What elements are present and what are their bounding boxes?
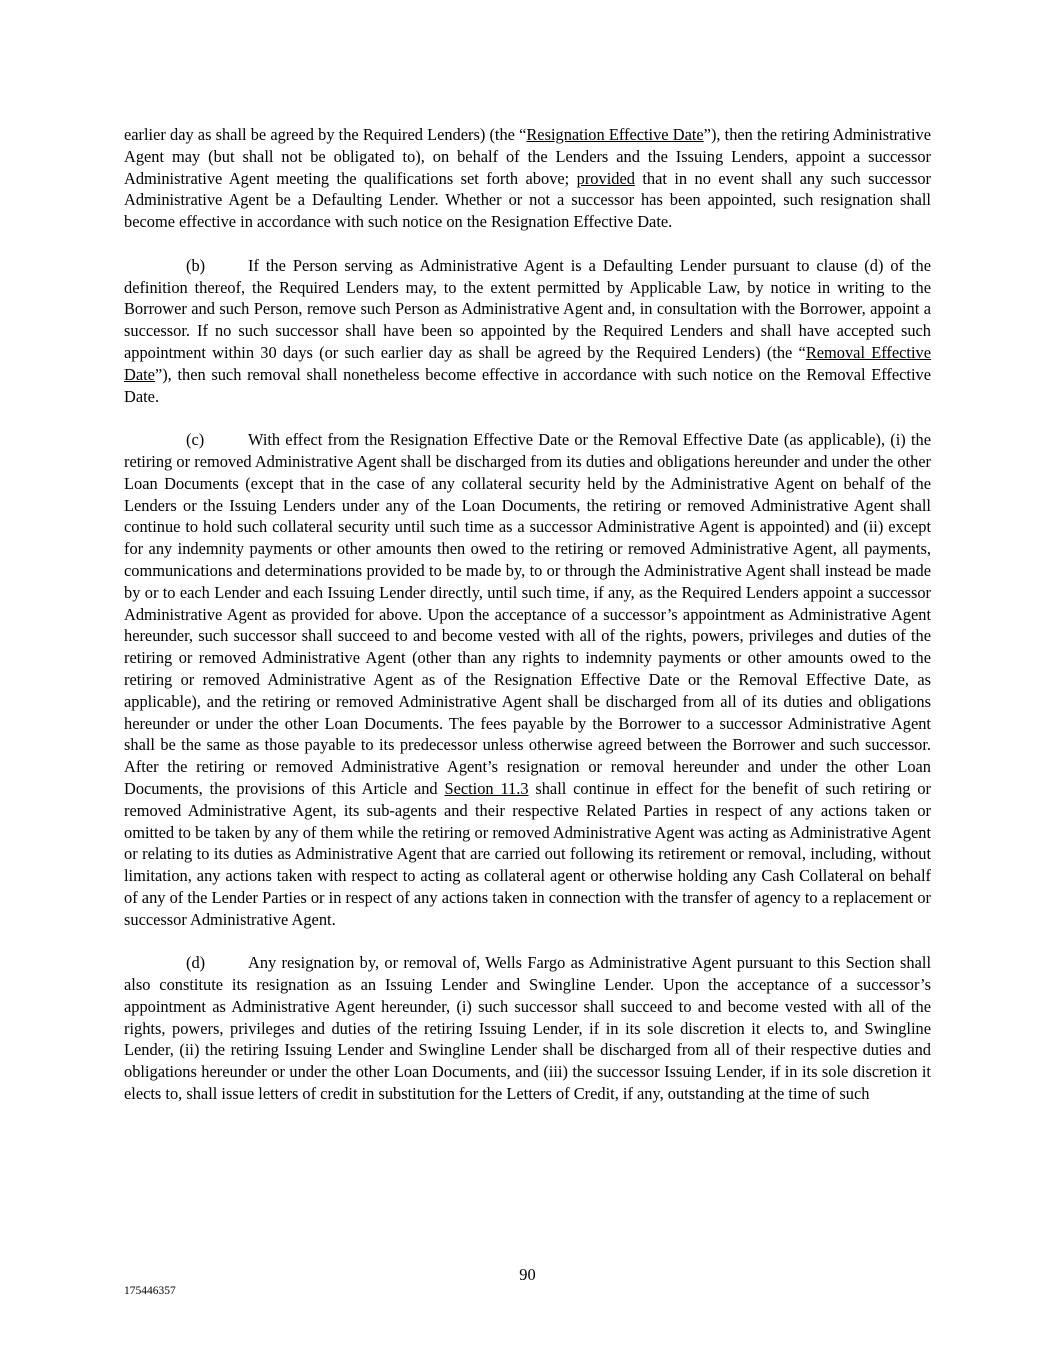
proviso-term-provided: provided [576,168,635,188]
document-id: 175446357 [124,1285,176,1297]
paragraph-c-label: (c) [186,430,205,450]
defined-term-removal-effective-date: Removal Effective Date [124,342,931,384]
paragraph-b-text-1: If the Person serving as Administrative Agent is a Defaulting Lender pursuant to clause (d) of the definition thereof, the Required Lenders may, to the extent permitted by Applicable Law, by notice in writing to the Borrower and such Person, remove such Person as Administrative Agent and, in consultation with the Borrower, appoint a successor. If no such successor shall have been so appointed by the Required Lenders and shall have accepted such appointment within 30 days (or such earlier day as shall be agreed by the Required Lenders) (the “ [124,255,931,362]
paragraph-a-text-2: ”), then the retiring Administrative Agent may (but shall not be obligated to), on behalf of the Lenders and the Issuing Lenders, appoint a successor Administrative Agent meeting the qualifications set forth above; [124,125,931,188]
paragraph-d [124,952,931,1105]
paragraph-b [124,255,931,408]
defined-term-resignation-effective-date: Resignation Effective Date [526,125,704,144]
paragraph-d-text-1: Any resignation by, or removal of, Wells Fargo as Administrative Agent pursuant to this Section shall also constitute its resignation as an Issuing Lender and Swingline Lender. Upon the acceptance of a successor’s appointment as Administrative Agent hereunder, (i) such successor shall succeed to and become vested with all of the rights, powers, privileges and duties of the retiring Issuing Lender, if in its sole discretion it elects to, and Swingline Lender, (ii) the retiring Issuing Lender and Swingline Lender shall be discharged from all of their respective duties and obligations hereunder or under the other Loan Documents, and (iii) the successor Issuing Lender, if in its sole discretion it elects to, shall issue letters of credit in substitution for the Letters of Credit, if any, outstanding at the time of such [124,953,931,1104]
paragraph-c-text-1: With effect from the Resignation Effective Date or the Removal Effective Date (as applicable), (i) the retiring or removed Administrative Agent shall be discharged from its duties and obligations hereunder and under the other Loan Documents (except that in the case of any collateral security held by the Administrative Agent on behalf of the Lenders or the Issuing Lenders under any of the Loan Documents, the retiring or removed Administrative Agent shall continue to hold such collateral security until such time as a successor Administrative Agent is appointed) and (ii) except for any indemnity payments or other amounts then owed to the retiring or removed Administrative Agent, all payments, communications and determinations provided to be made by, to or through the Administrative Agent shall instead be made by or to each Lender and each Issuing Lender directly, until such time, if any, as the Required Lenders appoint a successor Administrative Agent as provided for above. Upon the acceptance of a successor’s appointment as Administrative Agent hereunder, such successor shall succeed to and become vested with all of the rights, powers, privileges and duties of the retiring or removed Administrative Agent (other than any rights to indemnity payments or other amounts owed to the retiring or removed Administrative Agent as of the Resignation Effective Date or the Removal Effective Date, as applicable), and the retiring or removed Administrative Agent shall be discharged from all of its duties and obligations hereunder or under the other Loan Documents. The fees payable by the Borrower to a successor Administrative Agent shall be the same as those payable to its predecessor unless otherwise agreed between the Borrower and such successor. After the retiring or removed Administrative Agent’s resignation or removal hereunder and under the other Loan Documents, the provisions of this Article and [124,430,931,798]
paragraph-a-text-1: earlier day as shall be agreed by the Required Lenders) (the “ [124,125,527,144]
document-body [124,124,931,1127]
page-number: 90 [519,1265,536,1284]
paragraph-b-label: (b) [186,255,206,275]
paragraph-a-continued [124,124,931,233]
paragraph-c [124,429,931,930]
paragraph-b-text-2: ”), then such removal shall nonetheless become effective in accordance with such notice on the Removal Effective Date. [124,364,931,406]
paragraph-d-label: (d) [186,953,206,973]
paragraph-a-text-3: that in no event shall any such successor Administrative Agent be a Defaulting Lender. Whether or not a successor has been appointed, such resignation shall become effective in accordance with such notice on the Resignation Effective Date. [124,168,931,232]
paragraph-c-text-2: shall continue in effect for the benefit of such retiring or removed Administrative Agent, its sub-agents and their respective Related Parties in respect of any actions taken or omitted to be taken by any of them while the retiring or removed Administrative Agent was acting as Administrative Agent or relating to its duties as Administrative Agent that are carried out following its retirement or removal, including, without limitation, any actions taken with respect to acting as collateral agent or otherwise holding any Cash Collateral on behalf of any of the Lender Parties or in respect of any actions taken in connection with the transfer of agency to a replacement or successor Administrative Agent. [124,778,931,929]
section-reference-11-3: Section 11.3 [444,778,529,798]
